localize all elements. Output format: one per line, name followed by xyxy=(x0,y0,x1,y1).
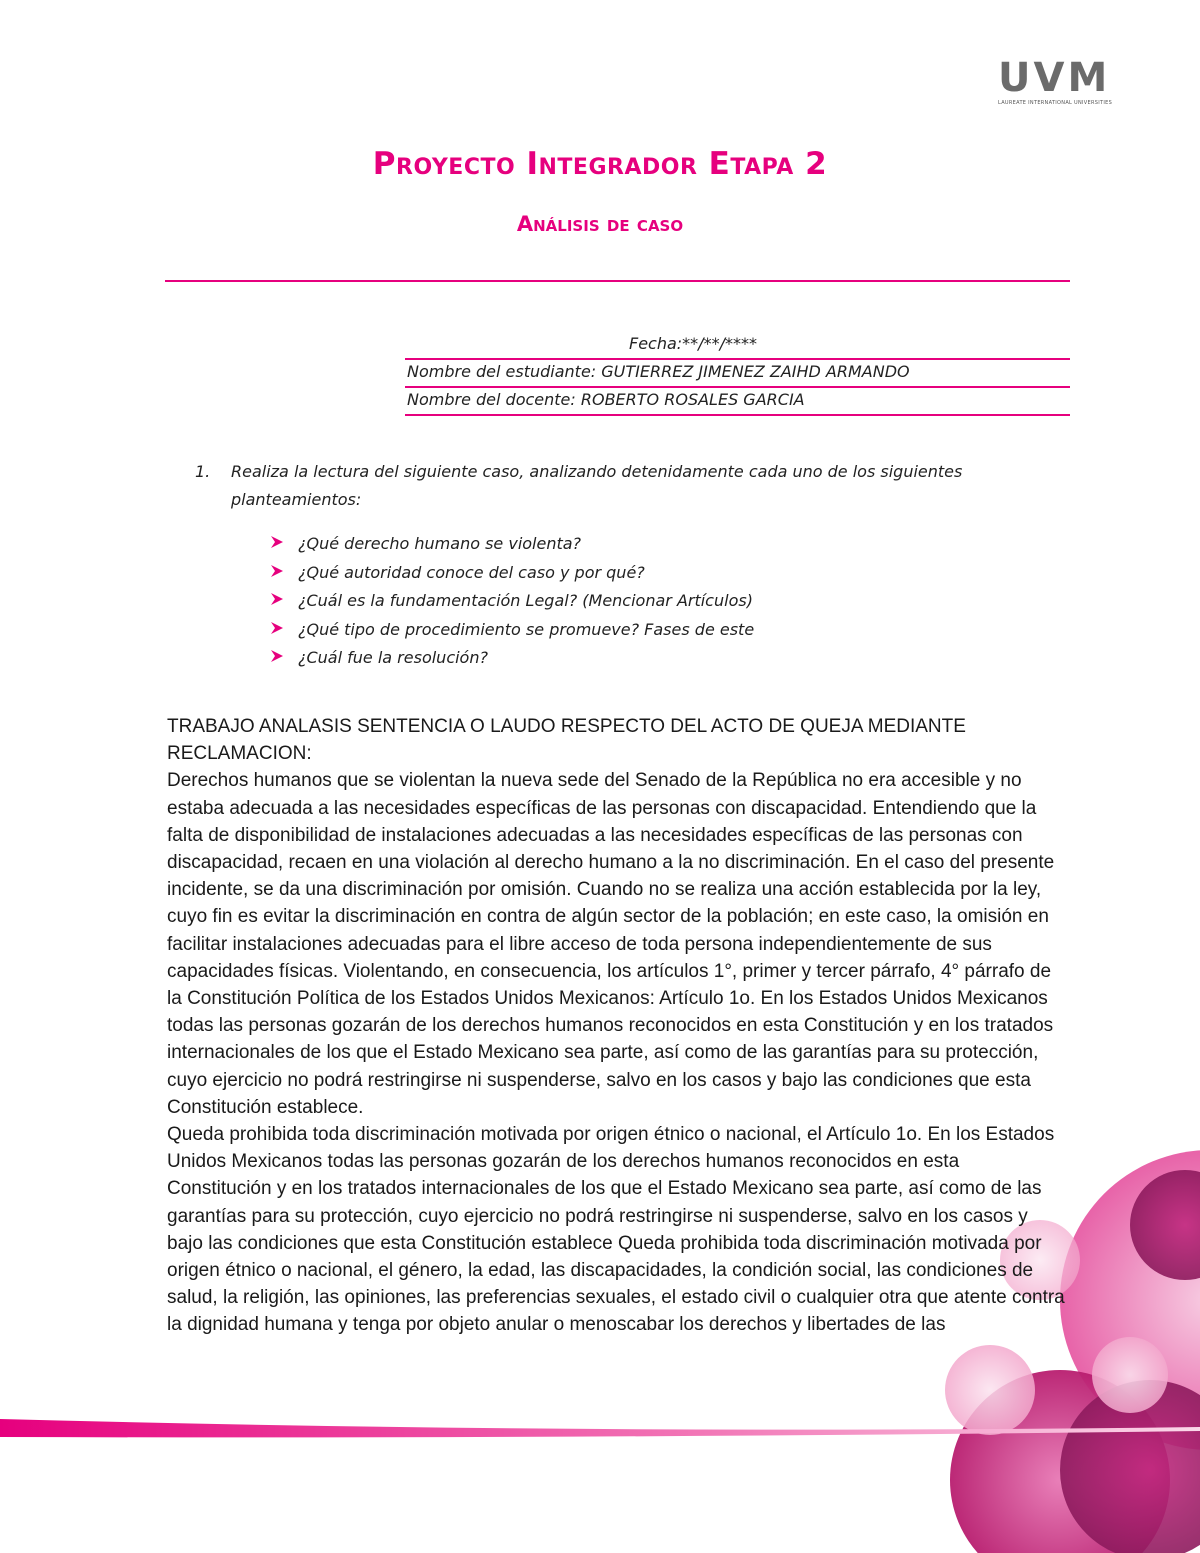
logo-tagline: LAUREATE INTERNATIONAL UNIVERSITIES xyxy=(998,100,1113,106)
question-text: ¿Qué autoridad conoce del caso y por qué? xyxy=(298,562,645,582)
question-text: ¿Qué derecho humano se violenta? xyxy=(298,534,582,553)
arrow-bullet-icon xyxy=(270,587,298,616)
instruction-item xyxy=(195,458,1075,514)
analysis-paragraph: Derechos humanos que se violentan la nueva sede del Senado de la República no era accesible y no estaba adecuada a las necesidades específicas de las personas con discapacidad. Entendiendo que la falta de disponibilidad de instalaciones adecuadas a las necesidades específicas de las personas con discapacidad, recaen en una violación al derecho humano a la no discriminación. En el caso del presente incidente, se da una discriminación por omisión. Cuando no se realiza una acción establecida por la ley, cuyo fin es evitar la discriminación en contra de algún sector de la población; en este caso, la omisión en facilitar instalaciones adecuadas para el libre acceso de toda persona independientemente de sus capacidades físicas. Violentando, en consecuencia, los artículos 1°, primer y tercer párrafo, 4° párrafo de la Constitución Política de los Estados Unidos Mexicanos: Artículo 1o. En los Estados Unidos Mexicanos todas las personas gozarán de los derechos humanos reconocidos en esta Constitución y en los tratados internacionales de los que el Estado Mexicano sea parte, así como de las garantías para su protección, cuyo ejercicio no podrá restringirse ni suspenderse, salvo en los casos y bajo las condiciones que esta Constitución establece. xyxy=(167,770,1055,1118)
question-text: ¿Cuál es la fundamentación Legal? (Mencionar Artículos) xyxy=(298,591,753,610)
uvm-logo xyxy=(998,55,1122,106)
question-list xyxy=(270,530,754,673)
instruction-number: 1. xyxy=(195,462,211,481)
document-title: Proyecto Integrador Etapa 2 xyxy=(372,146,828,182)
document-subtitle: Análisis de caso xyxy=(516,212,684,236)
title-divider xyxy=(165,280,1070,282)
arrow-bullet-icon xyxy=(270,644,298,673)
instruction-text: Realiza la lectura del siguiente caso, analizando detenidamente cada uno de los siguientes planteamientos: xyxy=(231,462,963,509)
question-text: ¿Qué tipo de procedimiento se promueve? Fases de este xyxy=(298,619,755,639)
logo-wordmark: UVM xyxy=(998,55,1111,101)
accent-band xyxy=(0,1417,1200,1439)
date-line: Fecha:**/**/**** xyxy=(405,332,1070,360)
list-item xyxy=(270,616,754,645)
list-item xyxy=(270,644,754,673)
meta-block xyxy=(405,332,1070,416)
analysis-paragraph: Queda prohibida toda discriminación motivada por origen étnico o nacional, el Artículo 1o. En los Estados Unidos Mexicanos todas las personas gozarán de los derechos humanos reconocidos en esta Constitución y en los tratados internacionales de los que el Estado Mexicano sea parte, así como de las garantías para su protección, cuyo ejercicio no podrá restringirse ni suspenderse, salvo en los casos y bajo las condiciones que esta Constitución establece Queda prohibida toda discriminación motivada por origen étnico o nacional, el género, la edad, las discapacidades, la condición social, las condiciones de salud, la religión, las opiniones, las preferencias sexuales, el estado civil o cualquier otra que atente contra la dignidad humana y tenga por objeto anular o menoscabar los derechos y libertades de las xyxy=(167,1124,1065,1336)
arrow-bullet-icon xyxy=(270,530,298,559)
analysis-body xyxy=(167,713,1067,1339)
list-item xyxy=(270,587,754,616)
analysis-heading: TRABAJO ANALASIS SENTENCIA O LAUDO RESPECTO DEL ACTO DE QUEJA MEDIANTE RECLAMACION: xyxy=(167,716,966,765)
list-item xyxy=(270,530,754,559)
arrow-bullet-icon xyxy=(270,559,298,588)
teacher-line: Nombre del docente: ROBERTO ROSALES GARCIA xyxy=(405,388,1070,416)
list-item xyxy=(270,559,754,588)
arrow-bullet-icon xyxy=(270,616,298,645)
student-line: Nombre del estudiante: GUTIERREZ JIMENEZ ZAIHD ARMANDO xyxy=(405,360,1070,388)
question-text: ¿Cuál fue la resolución? xyxy=(298,648,488,667)
